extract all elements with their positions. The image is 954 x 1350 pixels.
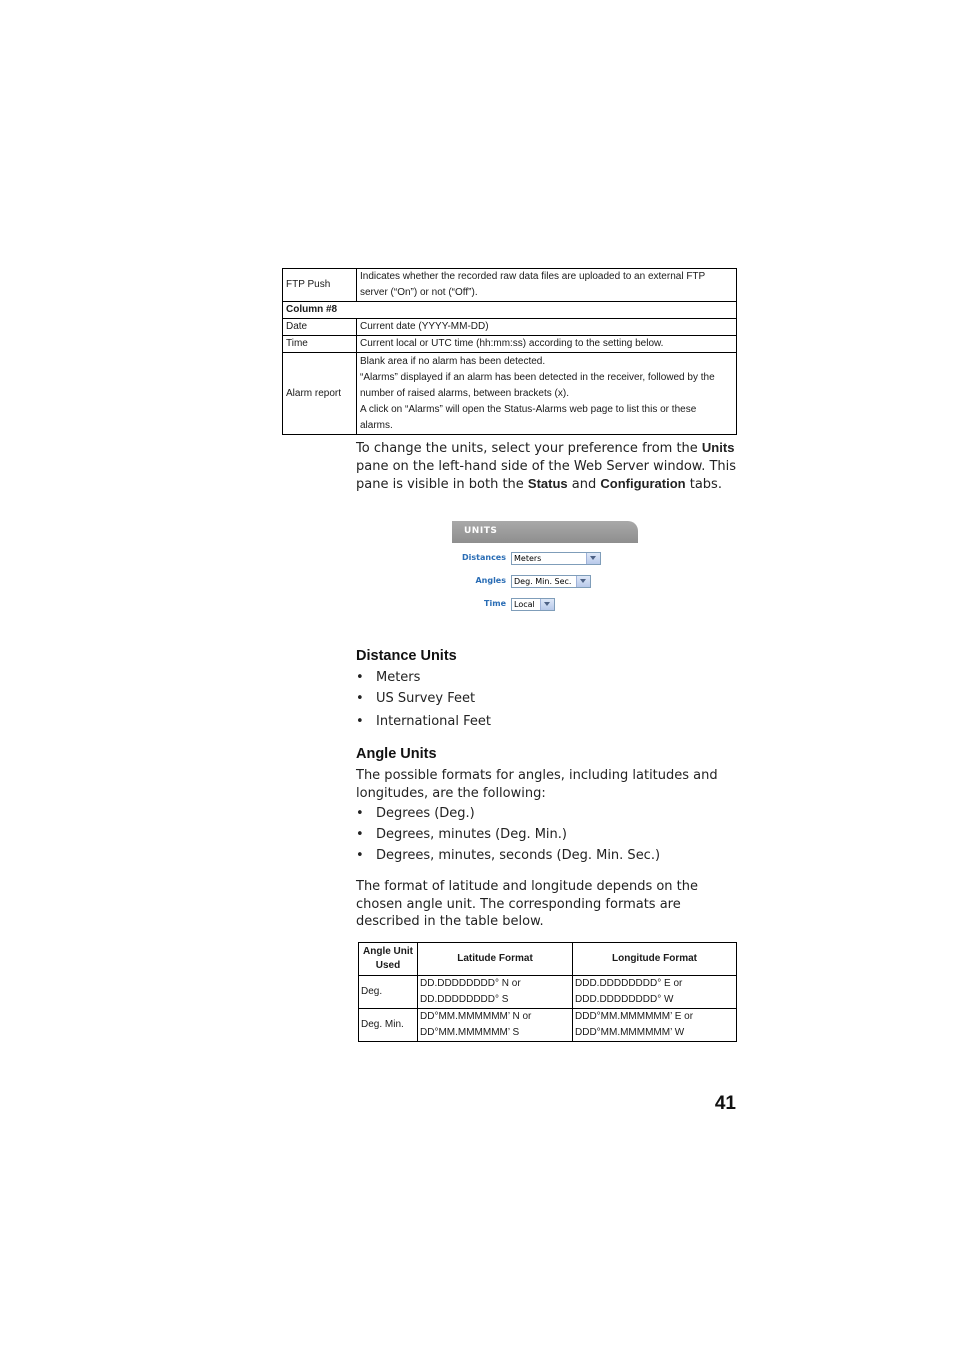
- table-header-row: [359, 943, 737, 976]
- column-header: Longitude Format: [573, 943, 737, 976]
- list-item: • Meters: [356, 667, 491, 688]
- longitude-format-cell: DDD.DDDDDDDD° E or DDD.DDDDDDDD° W: [573, 976, 737, 1009]
- lat-lon-format-table: [358, 942, 737, 1042]
- table-row: [283, 353, 737, 435]
- angles-label: Angles: [475, 576, 506, 585]
- table-row: [283, 319, 737, 336]
- section-label: Column #8: [283, 302, 737, 319]
- row-label: Time: [283, 336, 357, 353]
- row-description: Current local or UTC time (hh:mm:ss) according to the setting below.: [357, 336, 737, 353]
- units-pane-header: UNITS: [452, 521, 638, 543]
- angle-unit-cell: Deg. Min.: [359, 1009, 418, 1042]
- row-label: Date: [283, 319, 357, 336]
- chevron-down-icon[interactable]: [586, 553, 600, 564]
- distance-units-heading: Distance Units: [356, 648, 457, 664]
- units-intro-paragraph: To change the units, select your preference from the Units pane on the left-hand side of the Web Server window. This pane is visible in both the Status and Configuration tabs.: [356, 440, 737, 492]
- row-description: Indicates whether the recorded raw data files are uploaded to an external FTP server (“On”) or not (“Off”).: [357, 269, 737, 302]
- angle-units-heading: Angle Units: [356, 746, 437, 762]
- latitude-format-cell: DD.DDDDDDDD° N or DD.DDDDDDDD° S: [418, 976, 573, 1009]
- distances-label: Distances: [462, 553, 506, 562]
- units-pane: [452, 521, 642, 621]
- table-row: [283, 336, 737, 353]
- row-description: Blank area if no alarm has been detected. “Alarms” displayed if an alarm has been detected in the receiver, followed by the number of raised alarms, between brackets (x). A click on “Alarms” will open the Status-Alarms web page to list this or these alarms.: [357, 353, 737, 435]
- chevron-down-icon[interactable]: [576, 576, 590, 587]
- column-header: Angle Unit Used: [359, 943, 418, 976]
- angle-units-intro: The possible formats for angles, including latitudes and longitudes, are the following:: [356, 768, 718, 801]
- angle-units-list: [356, 803, 660, 866]
- list-item: • Degrees, minutes, seconds (Deg. Min. Sec.): [356, 845, 660, 866]
- row-label: Alarm report: [283, 353, 357, 435]
- angles-select[interactable]: Deg. Min. Sec.: [511, 575, 591, 588]
- chevron-down-icon[interactable]: [540, 599, 554, 610]
- time-select[interactable]: Local: [511, 598, 555, 611]
- distance-units-list: [356, 667, 491, 732]
- angle-unit-cell: Deg.: [359, 976, 418, 1009]
- status-columns-table: [282, 268, 737, 435]
- row-label: FTP Push: [283, 269, 357, 302]
- page-number: 41: [714, 1093, 736, 1114]
- column-header: Latitude Format: [418, 943, 573, 976]
- table-section-row: [283, 302, 737, 319]
- longitude-format-cell: DDD°MM.MMMMMM’ E or DDD°MM.MMMMMM’ W: [573, 1009, 737, 1042]
- list-item: • International Feet: [356, 711, 491, 732]
- table-row: [359, 1009, 737, 1042]
- table-row: [359, 976, 737, 1009]
- table-row: [283, 269, 737, 302]
- distances-select[interactable]: Meters: [511, 552, 601, 565]
- latitude-format-cell: DD°MM.MMMMMM’ N or DD°MM.MMMMMM’ S: [418, 1009, 573, 1042]
- row-description: Current date (YYYY-MM-DD): [357, 319, 737, 336]
- time-label: Time: [484, 599, 506, 608]
- list-item: • Degrees, minutes (Deg. Min.): [356, 824, 660, 845]
- format-description: The format of latitude and longitude depends on the chosen angle unit. The corresponding formats are described in the table below.: [356, 879, 699, 929]
- list-item: • US Survey Feet: [356, 688, 491, 711]
- list-item: • Degrees (Deg.): [356, 803, 660, 824]
